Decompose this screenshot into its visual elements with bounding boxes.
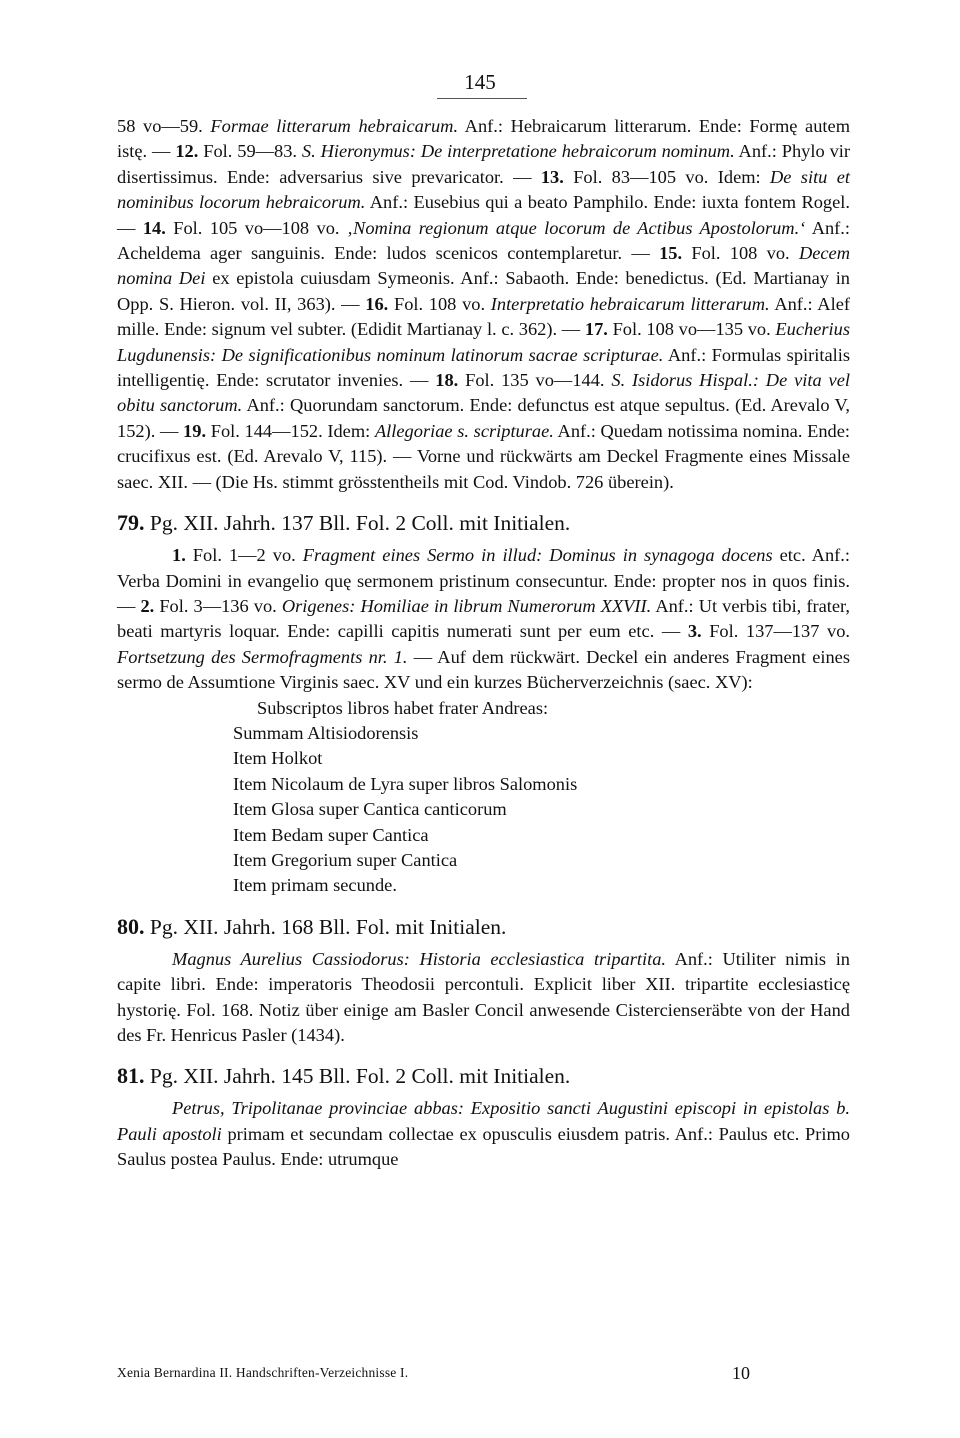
book-list-item: Summam Altisiodorensis [233, 722, 419, 743]
book-list-item: Item Bedam super Cantica [233, 824, 429, 845]
entry-80-heading: 80. Pg. XII. Jahrh. 168 Bll. Fol. mit Initialen. [117, 913, 507, 939]
entry-79-description: 1. Fol. 1—2 vo. Fragment eines Sermo in illud: Dominus in synagoga docens etc. Anf.: Verba Domini in evangelio quę sermonem pristinum consecuntur. Ende: propter nos in quos finis. — 2. Fol. 3—136 vo. Origenes: Homiliae in librum Numerorum XXVII. Anf.: Ut verbis tibi, frater, beati martyris loquar. Ende: capilli capitis numerati sunt per eum etc. — 3. Fol. 137—137 vo. Fortsetzung des Sermofragments nr. 1. — Auf dem rückwärt. Deckel ein anderes Fragment eines sermo de Assumtione Virginis saec. XV und ein kurzes Bücherverzeichnis (saec. XV): [117, 545, 851, 693]
page-number-rule [437, 98, 527, 99]
entry-81-heading: 81. Pg. XII. Jahrh. 145 Bll. Fol. 2 Coll. mit Initialen. [117, 1063, 571, 1089]
page-footer [117, 1365, 850, 1381]
intro-paragraph: 58 vo—59. Formae litterarum hebraicarum. Anf.: Hebraicarum litterarum. Ende: Formę autem istę. — 12. Fol. 59—83. S. Hieronymus: De interpretatione hebraicorum nominum. Anf.: Phylo vir disertissimus. Ende: adversarius sive prevaricator. — 13. Fol. 83—105 vo. Idem: De situ et nominibus locorum hebraicorum. Anf.: Eusebius qui a beato Pamphilo. Ende: iuxta fontem Rogel. — 14. Fol. 105 vo—108 vo. ‚Nomina regionum atque locorum de Actibus Apostolorum.‘ Anf.: Acheldema ager sanguinis. Ende: ludos scenicos contemplaretur. — 15. Fol. 108 vo. Decem nomina Dei ex epistola cuiusdam Symeonis. Anf.: Sabaoth. Ende: benedictus. (Ed. Martianay in Opp. S. Hieron. vol. II, 363). — 16. Fol. 108 vo. Interpretatio hebraicarum litterarum. Anf.: Alef mille. Ende: signum vel subter. (Edidit Martianay l. c. 362). — 17. Fol. 108 vo—135 vo. Eucherius Lugdunensis: De significationibus nominum latinorum sacrae scripturae. Anf.: Formulas spiritalis intelligentię. Ende: scrutator invenies. — 18. Fol. 135 vo—144. S. Isidorus Hispal.: De vita vel obitu sanctorum. Anf.: Quorundam sanctorum. Ende: defunctus est atque sepultus. (Ed. Arevalo V, 152). — 19. Fol. 144—152. Idem: Allegoriae s. scripturae. Anf.: Quedam notissima nomina. Ende: crucifixus est. (Ed. Arevalo V, 115). — Vorne und rückwärts am Deckel Fragmente eines Missale saec. XII. — (Die Hs. stimmt grösstentheils mit Cod. Vindob. 726 überein). [117, 116, 850, 492]
page-body [117, 114, 850, 1173]
footer-signature-number: 10 [732, 1363, 750, 1383]
book-list-item: Item Glosa super Cantica canticorum [233, 799, 507, 820]
footer-series-title: Xenia Bernardina II. Handschriften-Verzeichnisse I. [117, 1365, 409, 1380]
book-list-item: Item Gregorium super Cantica [233, 849, 458, 870]
entry-81-description: Petrus, Tripolitanae provinciae abbas: Expositio sancti Augustini episcopi in epistolas b. Pauli apostoli primam et secundam collectae ex opusculis eiusdem patris. Anf.: Paulus etc. Primo Saulus postea Paulus. Ende: utrumque [117, 1098, 850, 1170]
entry-79-heading: 79. Pg. XII. Jahrh. 137 Bll. Fol. 2 Coll. mit Initialen. [117, 510, 571, 536]
book-list-item: Item primam secunde. [233, 875, 397, 896]
entry-80-description: Magnus Aurelius Cassiodorus: Historia ecclesiastica tripartita. Anf.: Utiliter nimis in capite libri. Ende: imperatoris Theodosii percontuli. Explicit liber XII. tripartite ecclesiasticę hystorię. Fol. 168. Notiz über einige am Basler Concil anwesende Cistercienseräbte von der Hand des Fr. Henricus Pasler (1434). [117, 948, 850, 1045]
book-list-item: Item Holkot [233, 748, 323, 769]
page-number: 145 [464, 70, 496, 94]
book-list-item: Item Nicolaum de Lyra super libros Salomonis [233, 773, 578, 794]
book-list-intro: Subscriptos libros habet frater Andreas: [257, 697, 549, 718]
book-list [233, 696, 850, 899]
